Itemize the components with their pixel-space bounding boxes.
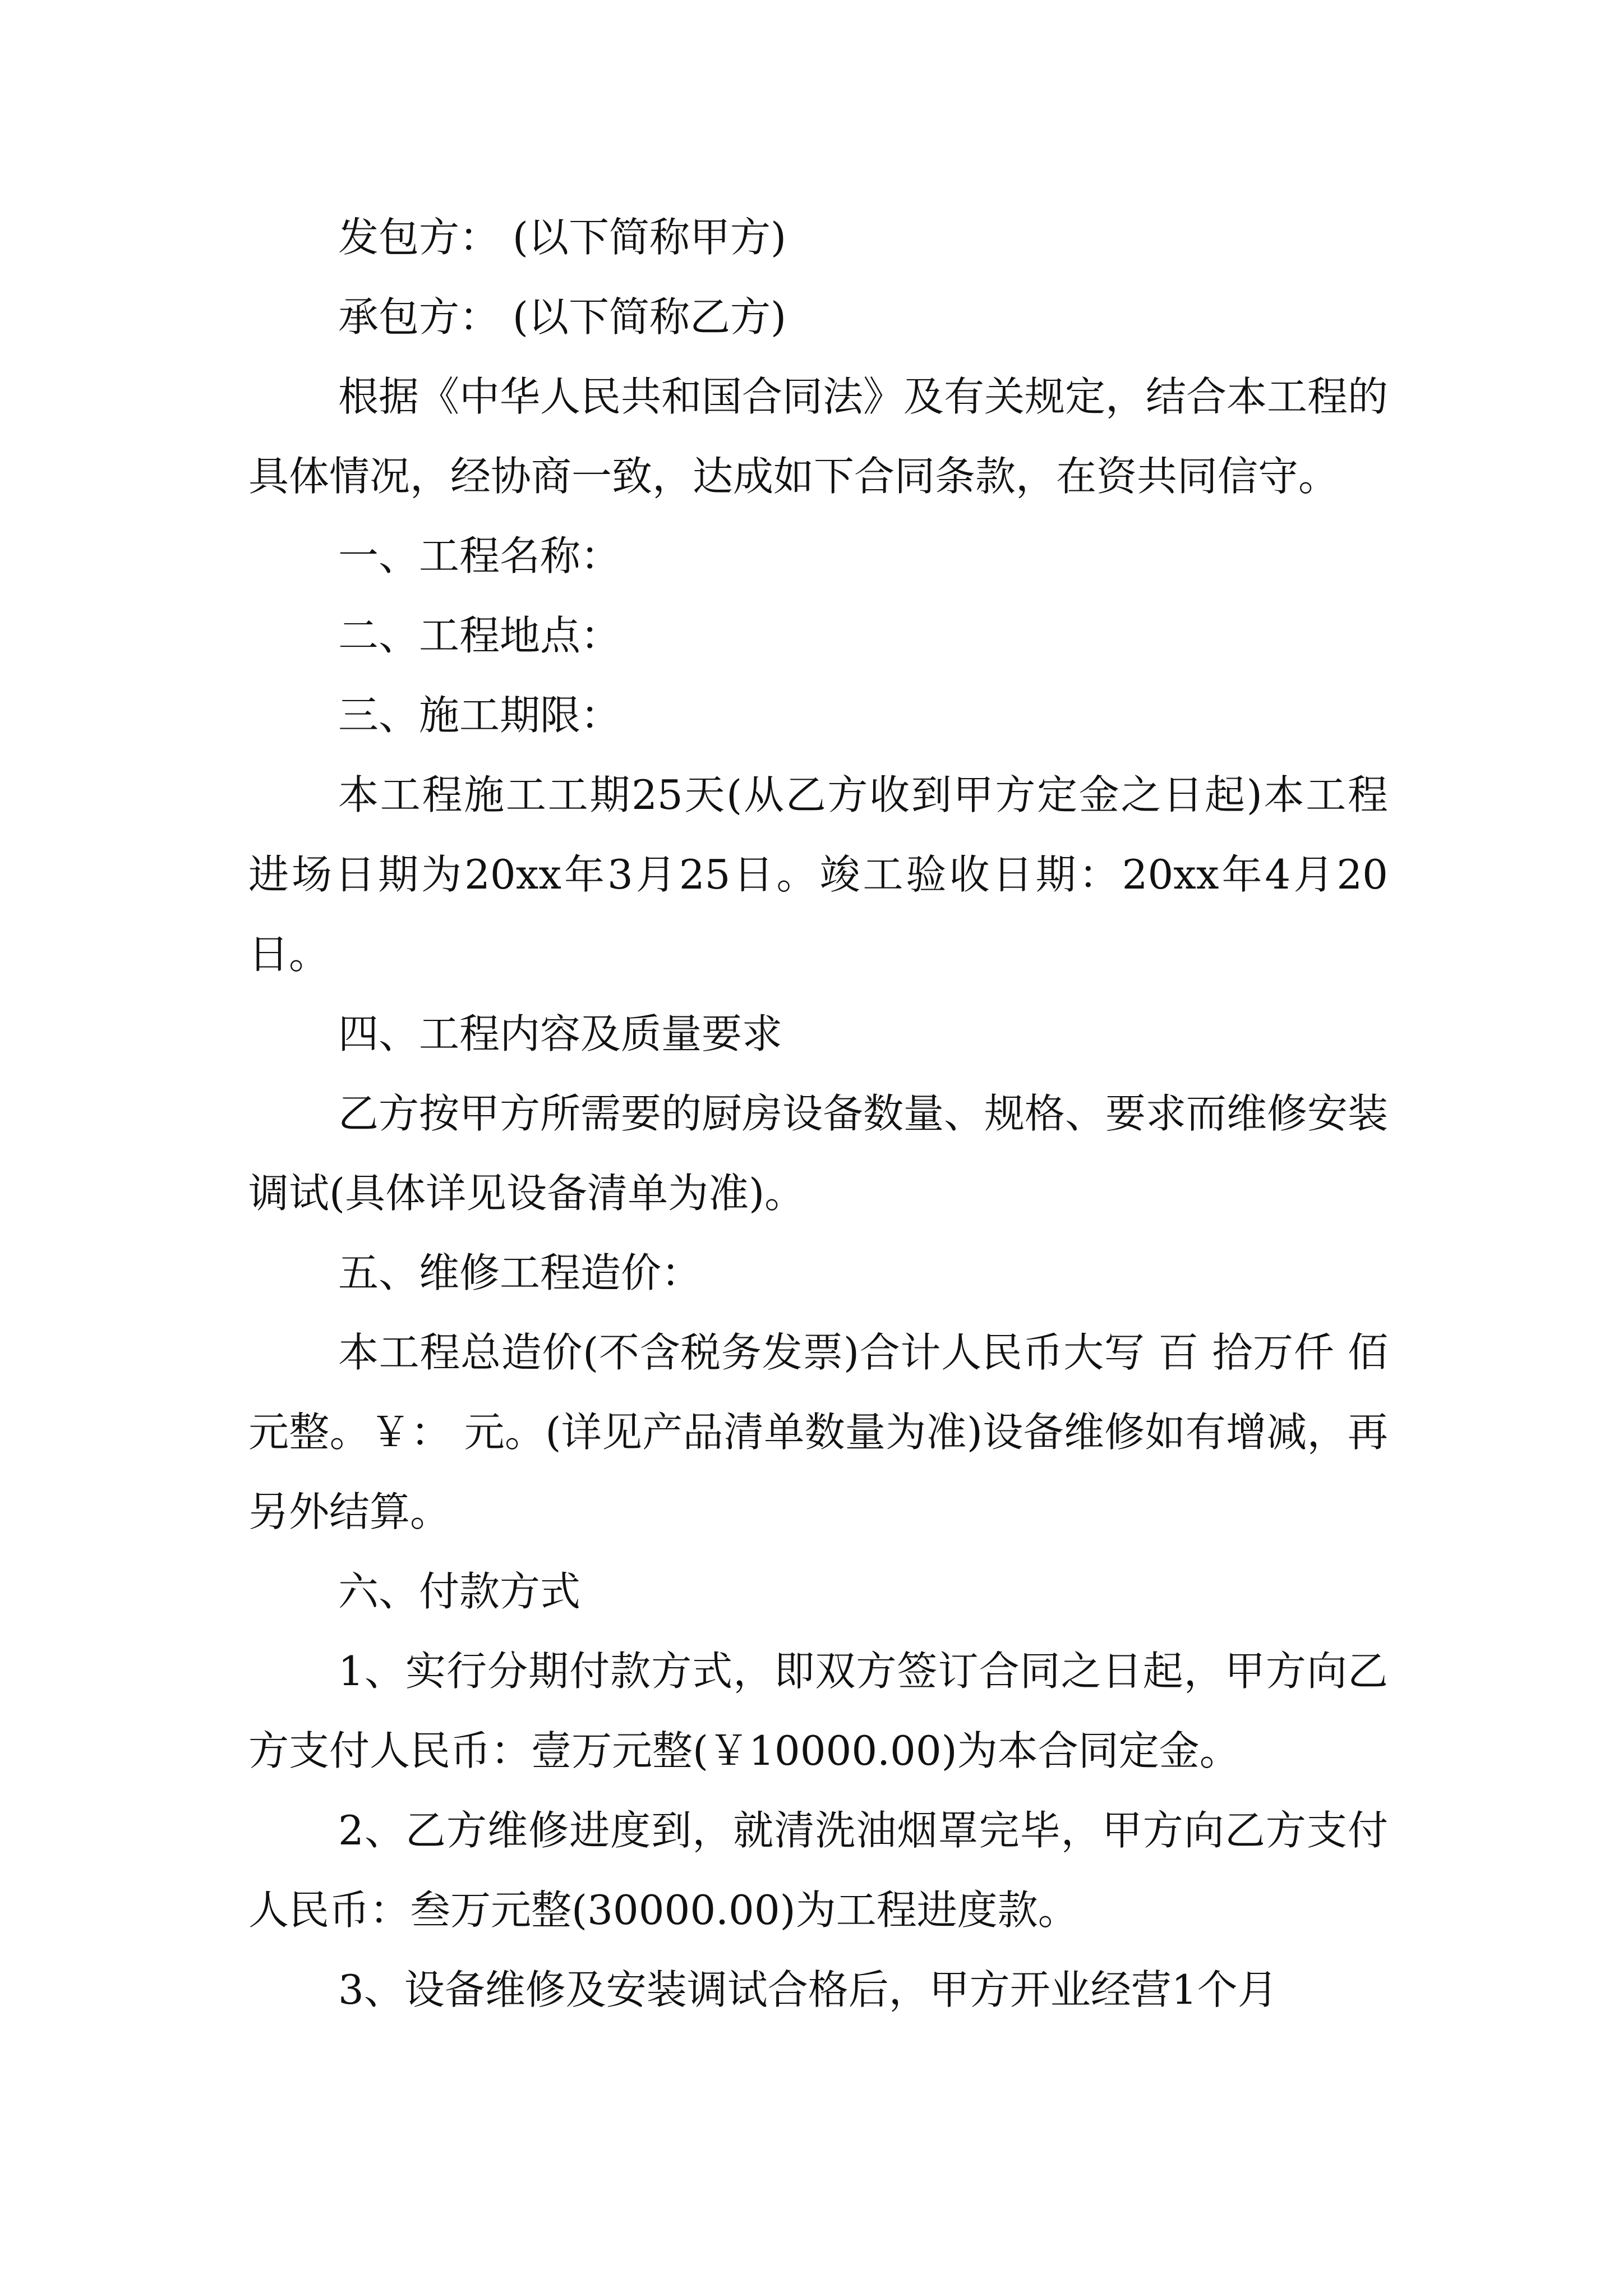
section-3-heading: 三、施工期限： (338, 692, 621, 739)
section-4-heading: 四、工程内容及质量要求 (338, 1010, 783, 1057)
scope-paragraph: 乙方按甲方所需要的厨房设备数量、规格、要求而维修安装调试(具体详见设备清单为准)。 (248, 1090, 1389, 1217)
price-paragraph: 本工程总造价(不含税务发票)合计人民币大写 百 拾万仟 佰 元整。￥： 元。(详见产品清单数量为准)设备维修如有增减，再另外结算。 (248, 1329, 1388, 1535)
payment-item-2: 2、乙方维修进度到，就清洗油烟罩完毕，甲方向乙方支付人民币：叁万元整(30000.00)为工程进度款。 (248, 1807, 1388, 1934)
section-2-heading: 二、工程地点： (338, 612, 621, 659)
section-6-heading: 六、付款方式 (338, 1568, 581, 1615)
payment-item-3: 3、设备维修及安装调试合格后，甲方开业经营1个月 (338, 1966, 1278, 2013)
preamble-paragraph: 根据《中华人民共和国合同法》及有关规定，结合本工程的具体情况，经协商一致，达成如下合同条款，在资共同信守。 (248, 373, 1389, 500)
document-body (248, 197, 1388, 2030)
party-b-line: 承包方： (以下简称乙方) (338, 293, 787, 341)
schedule-paragraph: 本工程施工工期25天(从乙方收到甲方定金之日起)本工程进场日期为20xx年3月25日。竣工验收日期：20xx年4月20日。 (248, 771, 1388, 978)
section-5-heading: 五、维修工程造价： (338, 1249, 702, 1296)
payment-item-1: 1、实行分期付款方式，即双方签订合同之日起，甲方向乙方支付人民币：壹万元整(￥10000.00)为本合同定金。 (248, 1648, 1388, 1774)
party-a-line: 发包方： (以下简称甲方) (338, 214, 787, 261)
section-1-heading: 一、工程名称： (338, 532, 621, 579)
